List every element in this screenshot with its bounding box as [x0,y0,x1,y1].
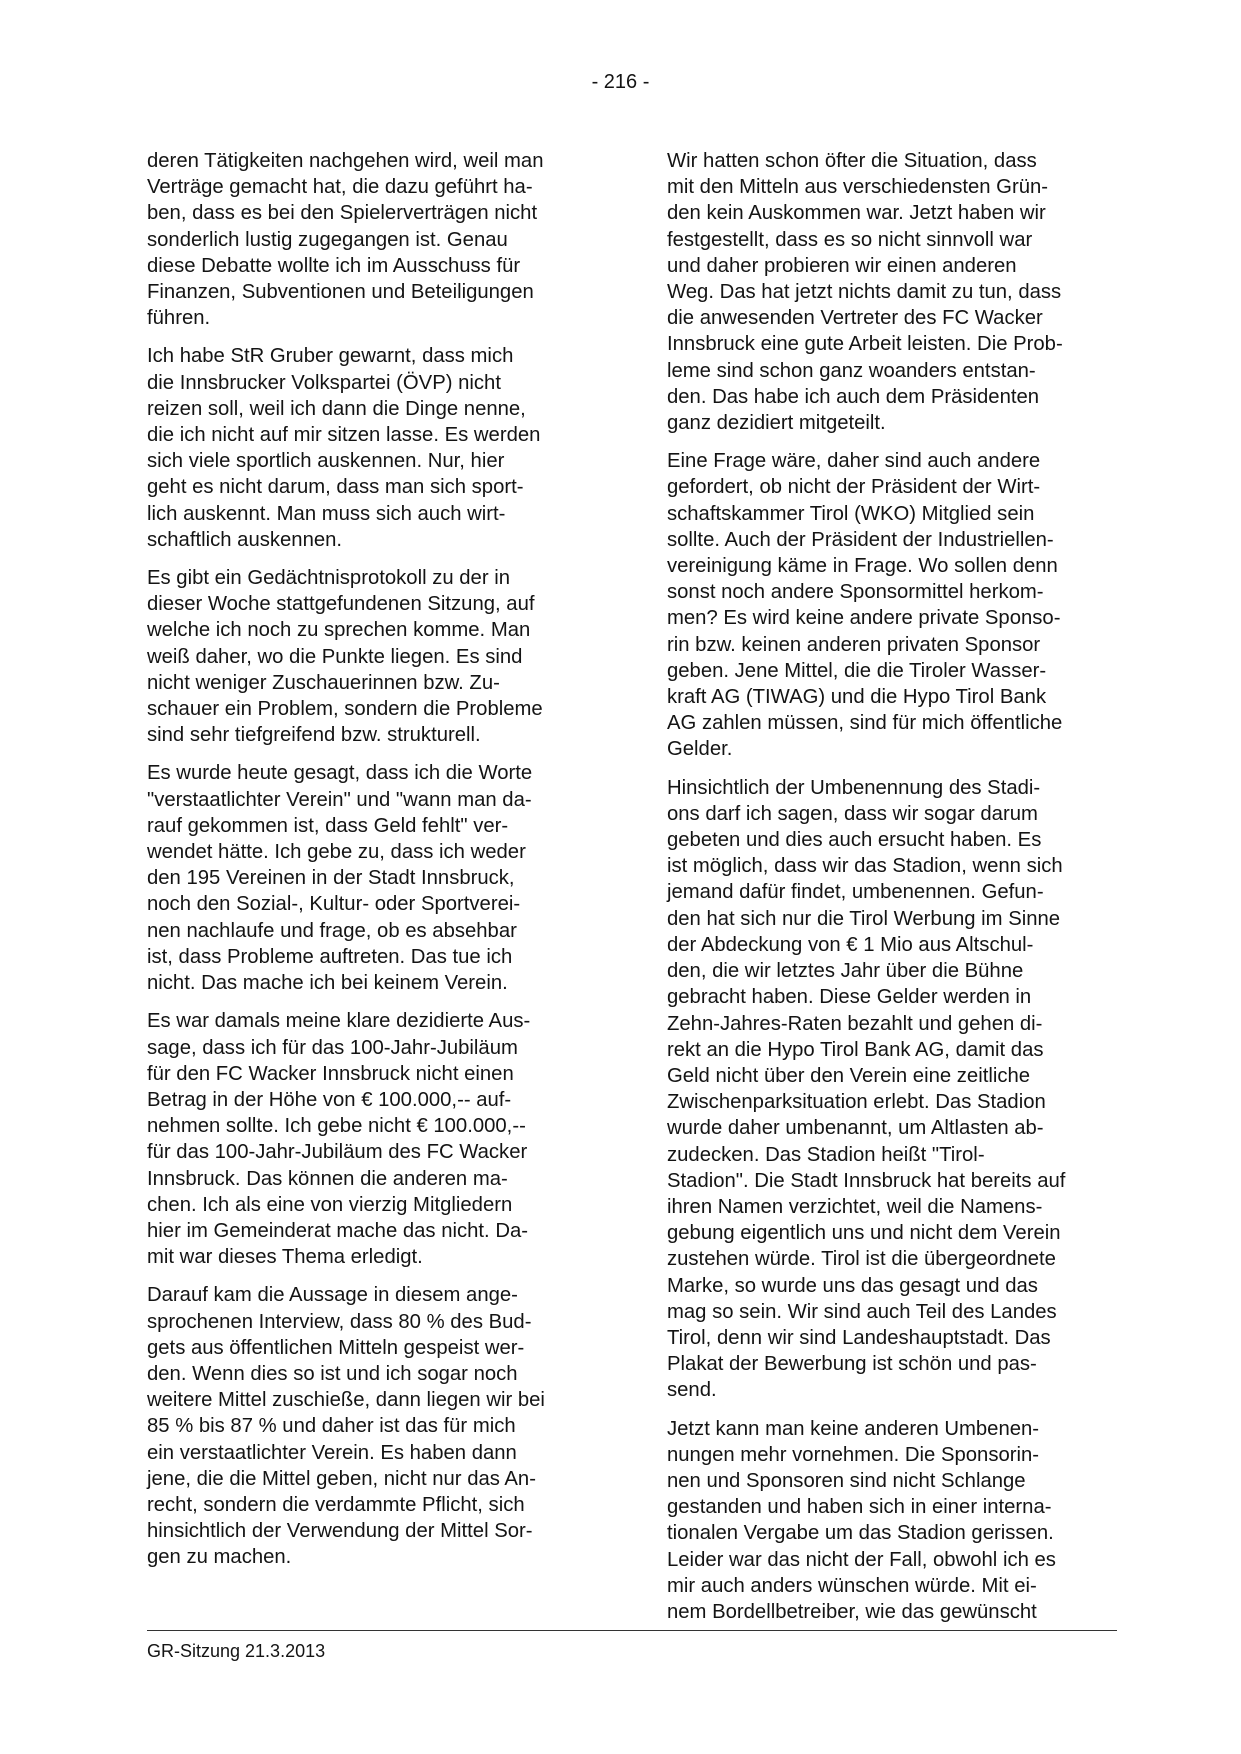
paragraph: Jetzt kann man keine anderen Umbenen- nungen mehr vornehmen. Die Sponsorin- nen und Sponsoren sind nicht Schlange gestanden und haben sich in einer interna- tionalen Vergabe um das Stadion gerissen. Leider war das nicht der Fall, obwohl ich es mir auch anders wünschen würde. Mit ei- nem Bordellbetreiber, wie das gewünscht [667,1417,1056,1623]
paragraph: Eine Frage wäre, daher sind auch andere gefordert, ob nicht der Präsident der Wirt- schaftskammer Tirol (WKO) Mitglied sein sollte. Auch der Präsident der Industriellen- vereinigung käme in Frage. Wo sollen denn sonst noch andere Sponsormittel herkom- men? Es wird keine andere private Sponso- rin bzw. keinen anderen privaten Sponsor geben. Jene Mittel, die die Tiroler Wasser- kraft AG (TIWAG) und die Hypo Tirol Bank AG zahlen müssen, sind für mich öffentliche Gelder. [667,450,1063,761]
left-column [147,148,605,1583]
footer-text: GR-Sitzung 21.3.2013 [147,1641,326,1661]
page-number: - 216 - [591,71,650,93]
paragraph: Es gibt ein Gedächtnisprotokoll zu der in dieser Woche stattgefundenen Sitzung, auf welche ich noch zu sprechen komme. Man weiß daher, wo die Punkte liegen. Es sind nicht weniger Zuschauerinnen bzw. Zu- schauer ein Problem, sondern die Probleme sind sehr tiefgreifend bzw. strukturell. [147,567,543,747]
right-column [667,148,1125,1637]
paragraph: Darauf kam die Aussage in diesem ange- sprochenen Interview, dass 80 % des Bud- gets aus öffentlichen Mitteln gespeist wer- den. Wenn dies so ist und ich sogar noch weitere Mittel zuschieße, dann liegen wir bei 85 % bis 87 % und daher ist das für mich ein verstaatlichter Verein. Es haben dann jene, die die Mittel geben, nicht nur das An- recht, sondern die verdammte Pflicht, sich hinsichtlich der Verwendung der Mittel Sor- gen zu machen. [147,1284,545,1569]
paragraph: Ich habe StR Gruber gewarnt, dass mich die Innsbrucker Volkspartei (ÖVP) nicht reizen soll, weil ich dann die Dinge nenne, die ich nicht auf mir sitzen lasse. Es werden sich viele sportlich auskennen. Nur, hier geht es nicht darum, dass man sich sport- lich auskennt. Man muss sich auch wirt- schaftlich auskennen. [147,345,541,551]
footer-divider [147,1630,1117,1631]
paragraph: Es wurde heute gesagt, dass ich die Worte "verstaatlichter Verein" und "wann man da- rauf gekommen ist, dass Geld fehlt" ver- wendet hätte. Ich gebe zu, dass ich weder den 195 Vereinen in der Stadt Innsbruck, noch den Sozial-, Kultur- oder Sportverei- nen nachlaufe und frage, ob es absehbar ist, dass Probleme auftreten. Das tue ich nicht. Das mache ich bei keinem Verein. [147,762,533,995]
paragraph: Es war damals meine klare dezidierte Aus- sage, dass ich für das 100-Jahr-Jubiläum für den FC Wacker Innsbruck nicht einen Betrag in der Höhe von € 100.000,-- auf- nehmen sollte. Ich gebe nicht € 100.000,-- für das 100-Jahr-Jubiläum des FC Wacker Innsbruck. Das können die anderen ma- chen. Ich als eine von vierzig Mitgliedern hier im Gemeinderat mache das nicht. Da- mit war dieses Thema erledigt. [147,1010,531,1269]
paragraph: Wir hatten schon öfter die Situation, dass mit den Mitteln aus verschiedensten Grün- den kein Auskommen war. Jetzt haben wir festgestellt, dass es so nicht sinnvoll war und daher probieren wir einen anderen Weg. Das hat jetzt nichts damit zu tun, dass die anwesenden Vertreter des FC Wacker Innsbruck eine gute Arbeit leisten. Die Prob- leme sind schon ganz woanders entstan- den. Das habe ich auch dem Präsidenten ganz dezidiert mitgeteilt. [667,150,1063,435]
paragraph: Hinsichtlich der Umbenennung des Stadi- ons darf ich sagen, dass wir sogar darum gebeten und dies auch ersucht haben. Es ist möglich, dass wir das Stadion, wenn sich jemand dafür findet, umbenennen. Gefun- den hat sich nur die Tirol Werbung im Sinne der Abdeckung von € 1 Mio aus Altschul- den, die wir letztes Jahr über die Bühne gebracht haben. Diese Gelder werden in Zehn-Jahres-Raten bezahlt und gehen di- rekt an die Hypo Tirol Bank AG, damit das Geld nicht über den Verein eine zeitliche Zwischenparksituation erlebt. Das Stadion wurde daher umbenannt, um Altlasten ab- zudecken. Das Stadion heißt "Tirol- Stadion". Die Stadt Innsbruck hat bereits auf ihren Namen verzichtet, weil die Namens- gebung eigentlich uns und nicht dem Verein zustehen würde. Tirol ist die übergeordnete Marke, so wurde uns das gesagt und das mag so sein. Wir sind auch Teil des Landes Tirol, denn wir sind Landeshauptstadt. Das Plakat der Bewerbung ist schön und pas- send. [667,776,1066,1402]
paragraph: deren Tätigkeiten nachgehen wird, weil man Verträge gemacht hat, die dazu geführt ha- ben, dass es bei den Spielerverträgen nicht sonderlich lustig zugegangen ist. Genau diese Debatte wollte ich im Ausschuss für Finanzen, Subventionen und Beteiligungen führen. [147,150,544,330]
